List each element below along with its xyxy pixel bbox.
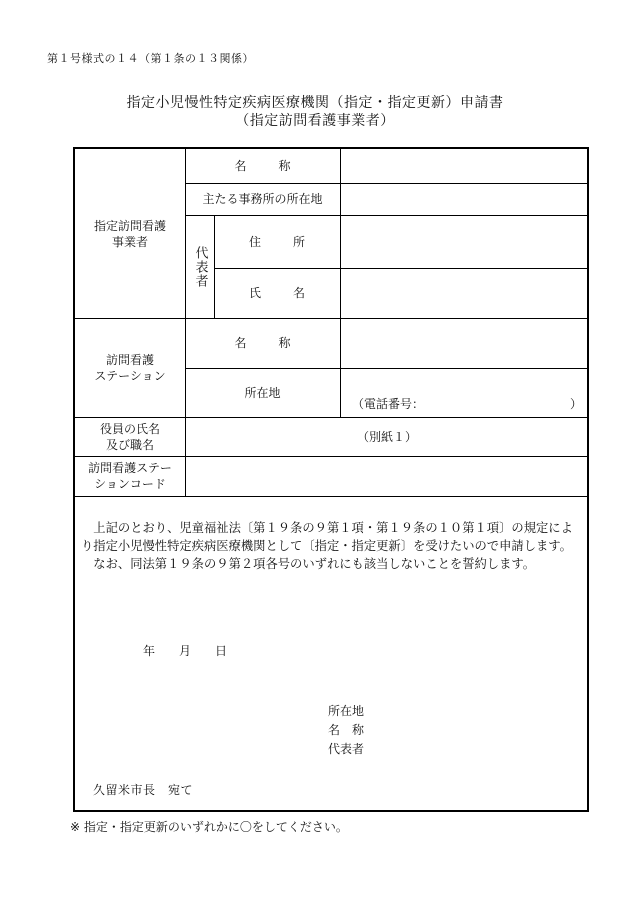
representative-label: 代表者 — [192, 245, 208, 288]
day-label: 日 — [215, 644, 228, 658]
addressee: 久留米市長 宛て — [93, 783, 194, 797]
footnote: ※ 指定・指定更新のいずれかに〇をしてください。 — [70, 820, 348, 834]
month-label: 月 — [179, 644, 192, 658]
office-address-label: 主たる事務所の所在地 — [202, 192, 323, 206]
station-code-label: 訪問看護ステー ションコード — [88, 461, 172, 491]
applicant-block — [328, 702, 364, 759]
station-location-label: 所在地 — [244, 385, 281, 400]
representative-name-label: 氏 名 — [248, 286, 315, 300]
operator-label: 指定訪問看護 事業者 — [93, 218, 166, 249]
phone-label: （電話番号： — [352, 397, 425, 411]
applicant-representative-label: 代表者 — [328, 742, 365, 756]
applicant-name-label: 名 称 — [328, 723, 365, 737]
representative-address-label: 住 所 — [248, 234, 315, 249]
phone-number-field — [352, 395, 582, 412]
form-number: 第１号様式の１４（第１条の１３関係） — [47, 52, 254, 65]
rule — [75, 496, 589, 497]
year-label: 年 — [143, 644, 156, 658]
declaration-text — [81, 519, 585, 573]
form-subtitle: （指定訪問看護事業者） — [235, 113, 395, 129]
operator-name-label: 名 称 — [234, 159, 301, 173]
date-line — [143, 642, 227, 659]
officers-label: 役員の氏名 及び職名 — [99, 421, 160, 452]
station-label: 訪問看護 ステーション — [94, 352, 166, 383]
station-name-label: 名 称 — [234, 336, 301, 350]
officers-value: （別紙１） — [356, 429, 417, 444]
application-form-table — [73, 147, 589, 812]
rule — [340, 149, 341, 417]
form-title: 指定小児慢性特定疾病医療機関（指定・指定更新）申請書 — [126, 95, 504, 111]
phone-close: ） — [569, 397, 582, 411]
applicant-address-label: 所在地 — [328, 704, 365, 718]
declaration-paragraph: 上記のとおり、児童福祉法〔第１９条の９第１項・第１９条の１０第１項〕の規定により指定小児慢性特定疾病医療機関として〔指定・指定更新〕を受けたいので申請します。 — [81, 521, 573, 553]
pledge-paragraph: なお、同法第１９条の９第２項各号のいずれにも該当しないことを誓約します。 — [93, 557, 536, 571]
